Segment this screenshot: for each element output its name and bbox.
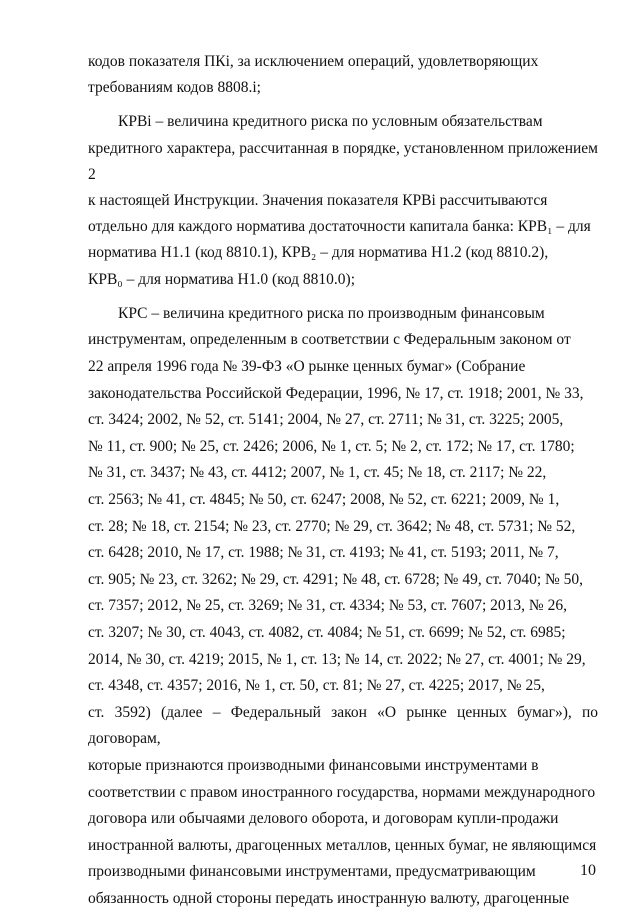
paragraph-krvi-definition: КРВi – величина кредитного риска по условным обязательствам кредитного характера, рассчитанная в порядке, установленном приложением 2 к настоящей Инструкции. Значения показателя КРВi рассчитываются отдельно для каждого норматива достаточности капитала банка: КРВ₁ – для норматива Н1.1 (код 8810.1), КРВ₂ – для норматива Н1.2 (код 8810.2), КРВ₀ – для норматива Н1.0 (код 8810.0); xyxy=(88,113,598,288)
page-number: 10 xyxy=(580,862,596,879)
paragraph-krs-definition: КРС – величина кредитного риска по производным финансовым инструментам, определенным в соответствии с Федеральным законом от 22 апреля 1996 года № 39-ФЗ «О рынке ценных бумаг» (Собрание законодательства Российской Федерации, 1996, № 17, ст. 1918; 2001, № 33, ст. 3424; 2002, № 52, ст. 5141; 2004, № 27, ст. 2711; № 31, ст. 3225; 2005, № 11, ст. 900; № 25, ст. 2426; 2006, № 1, ст. 5; № 2, ст. 172; № 17, ст. 1780; № 31, ст. 3437; № 43, ст. 4412; 2007, № 1, ст. 45; № 18, ст. 2117; № 22, ст. 2563; № 41, ст. 4845; № 50, ст. 6247; 2008, № 52, ст. 6221; 2009, № 1, ст. 28; № 18, ст. 2154; № 23, ст. 2770; № 29, ст. 3642; № 48, ст. 5731; № 52, ст. 6428; 2010, № 17, ст. 1988; № 31, ст. 4193; № 41, ст. 5193; 2011, № 7, ст. 905; № 23, ст. 3262; № 29, ст. 4291; № 48, ст. 6728; № 49, ст. 7040; № 50, ст. 7357; 2012, № 25, ст. 3269; № 31, ст. 4334; № 53, ст. 7607; 2013, № 26, ст. 3207; № 30, ст. 4043, ст. 4082, ст. 4084; № 51, ст. 6699; № 52, ст. 6985; 2014, № 30, ст. 4219; 2015, № 1, ст. 13; № 14, ст. 2022; № 27, ст. 4001; № 29, ст. 4348, ст. 4357; 2016, № 1, ст. 50, ст. 81; № 27, ст. 4225; 2017, № 25, ст. 3592) (далее – Федеральный закон «О рынке ценных бумаг»), по договорам, которые признаются производными финансовыми инструментами в соответствии с правом иностранного государства, нормами международного договора или обычаями делового оборота, и договорам купли-продажи иностранной валюты, драгоценных металлов, ценных бумаг, не являющимся производными финансовыми инструментами, предусматривающим обязанность одной стороны передать иностранную валюту, драгоценные xyxy=(88,304,598,907)
paragraph-continuation: кодов показателя ПКi, за исключением операций, удовлетворяющих требованиям кодов 8808.i; xyxy=(88,53,539,97)
